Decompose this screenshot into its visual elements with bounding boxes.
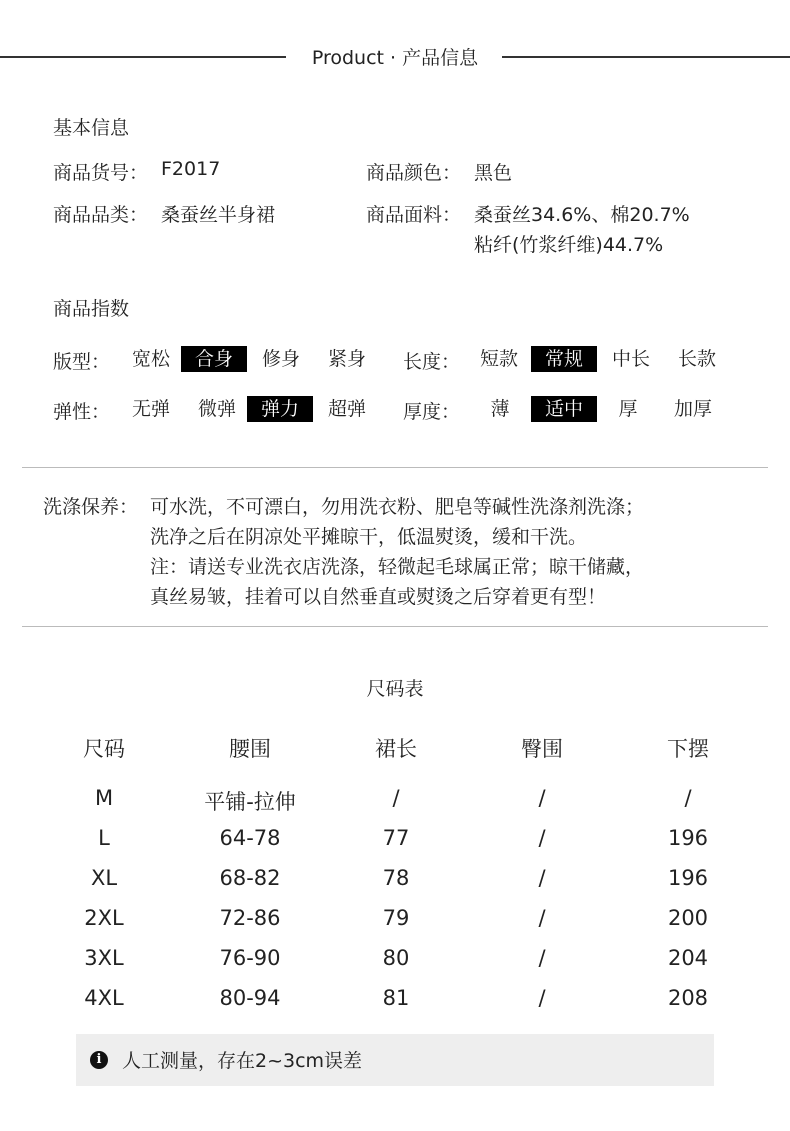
length-label: 长度： xyxy=(403,351,461,373)
table-cell: 204 xyxy=(667,946,709,970)
index-title: 商品指数 xyxy=(53,298,130,320)
fabric-value-line1: 桑蚕丝34.6%、棉20.7% xyxy=(474,204,690,226)
page-title: Product · 产品信息 xyxy=(311,47,479,69)
table-cell: L xyxy=(98,826,110,850)
fit-option: 宽松 xyxy=(131,348,170,370)
table-cell: 196 xyxy=(667,826,709,850)
fabric-value-line2: 粘纤(竹浆纤维)44.7% xyxy=(474,234,664,256)
length-option: 中长 xyxy=(611,348,650,370)
category-label: 商品品类： xyxy=(53,204,149,226)
table-cell: 78 xyxy=(382,866,410,890)
care-label: 洗涤保养： xyxy=(43,496,139,518)
item-no-label: 商品货号： xyxy=(53,162,149,184)
table-cell: / xyxy=(538,946,546,970)
info-icon: i xyxy=(90,1051,108,1069)
thickness-option-selected: 适中 xyxy=(531,396,597,422)
table-cell: / xyxy=(684,786,692,810)
length-option-selected: 常规 xyxy=(531,346,597,372)
measurement-note xyxy=(76,1034,714,1086)
thickness-label: 厚度： xyxy=(403,401,461,423)
elasticity-label: 弹性： xyxy=(53,401,111,423)
table-cell: 81 xyxy=(382,986,410,1010)
fit-option: 修身 xyxy=(261,348,300,370)
size-table-title: 尺码表 xyxy=(366,678,424,700)
thickness-option: 厚 xyxy=(618,398,638,420)
table-header-cell: 下摆 xyxy=(667,737,709,761)
length-option: 短款 xyxy=(479,348,518,370)
table-cell: 208 xyxy=(667,986,709,1010)
thickness-option: 加厚 xyxy=(673,398,712,420)
fit-label: 版型： xyxy=(53,351,111,373)
table-header-cell: 裙长 xyxy=(375,737,417,761)
table-cell: / xyxy=(538,986,546,1010)
table-cell: 4XL xyxy=(84,986,124,1010)
table-cell: 64-78 xyxy=(219,826,281,850)
elasticity-option: 无弹 xyxy=(131,398,170,420)
care-line: 可水洗，不可漂白，勿用洗衣粉、肥皂等碱性洗涤剂洗涤； xyxy=(150,496,645,518)
table-cell: 76-90 xyxy=(219,946,281,970)
fabric-label: 商品面料： xyxy=(366,204,462,226)
fit-option: 紧身 xyxy=(327,348,366,370)
table-cell: / xyxy=(392,786,400,810)
divider-bottom xyxy=(22,626,768,627)
table-cell: 200 xyxy=(667,906,709,930)
table-header-cell: 臀围 xyxy=(521,737,563,761)
table-header-cell: 尺码 xyxy=(83,737,125,761)
color-label: 商品颜色： xyxy=(366,162,462,184)
care-line: 真丝易皱，挂着可以自然垂直或熨烫之后穿着更有型！ xyxy=(150,586,607,608)
table-cell: / xyxy=(538,866,546,890)
table-cell: 79 xyxy=(382,906,410,930)
table-cell: 2XL xyxy=(84,906,124,930)
table-cell: M xyxy=(94,786,114,810)
length-option: 长款 xyxy=(677,348,716,370)
table-cell: 72-86 xyxy=(219,906,281,930)
divider-top xyxy=(22,467,768,468)
elasticity-option-selected: 弹力 xyxy=(247,396,313,422)
table-cell: 77 xyxy=(382,826,410,850)
fit-option-selected: 合身 xyxy=(181,346,247,372)
elasticity-option: 超弹 xyxy=(327,398,366,420)
table-header-cell: 腰围 xyxy=(229,737,271,761)
color-value: 黑色 xyxy=(474,162,513,184)
table-cell: 3XL xyxy=(84,946,124,970)
table-cell: 68-82 xyxy=(219,866,281,890)
table-cell: / xyxy=(538,786,546,810)
table-cell: 平铺-拉伸 xyxy=(204,790,296,814)
table-cell: / xyxy=(538,906,546,930)
table-cell: / xyxy=(538,826,546,850)
care-line: 注：请送专业洗衣店洗涤，轻微起毛球属正常；晾干储藏， xyxy=(150,556,645,578)
table-cell: 80-94 xyxy=(219,986,281,1010)
header-line-right xyxy=(502,56,790,58)
note-text: 人工测量，存在2~3cm误差 xyxy=(122,1050,363,1072)
item-no-value: F2017 xyxy=(161,158,221,180)
care-line: 洗净之后在阴凉处平摊晾干，低温熨烫，缓和干洗。 xyxy=(150,526,588,548)
header-line-left xyxy=(0,56,286,58)
table-cell: 80 xyxy=(382,946,410,970)
basic-info-title: 基本信息 xyxy=(53,117,130,139)
table-cell: XL xyxy=(90,866,118,890)
thickness-option: 薄 xyxy=(490,398,510,420)
table-cell: 196 xyxy=(667,866,709,890)
elasticity-option: 微弹 xyxy=(197,398,236,420)
category-value: 桑蚕丝半身裙 xyxy=(161,204,276,226)
